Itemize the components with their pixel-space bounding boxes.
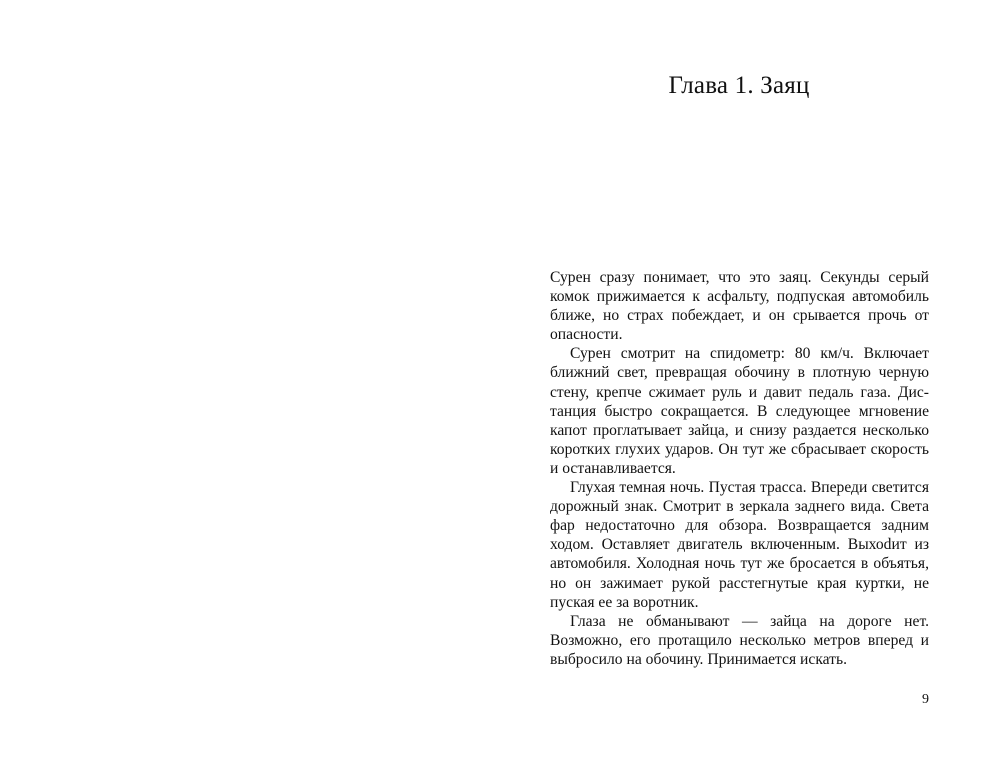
- page-number: 9: [922, 692, 929, 707]
- right-page: [500, 0, 1000, 769]
- paragraph-4: Глаза не обманывают — зайца на дороге нет. Возможно, его протащило несколько метров вперед и выбросило на обочину. Принимается искать.: [550, 612, 929, 668]
- chapter-title: Глава 1. Заяц: [668, 72, 810, 99]
- paragraph-2: Сурен смотрит на спидометр: 80 км/ч. Включает ближний свет, превращая обочину в плотную черную стену, крепче сжимает руль и давит педаль газа. Дистанция быстро сокращается. В следующее мгновение капот проглатывает зайца, и снизу раздается несколько коротких глухих ударов. Он тут же сбрасывает скорость и останавливается.: [550, 345, 929, 477]
- paragraph-1: Сурен сразу понимает, что это заяц. Секунды серый комок прижимается к асфальту, подпуская автомобиль ближе, но страх побеждает, и он срывается прочь от опасности.: [550, 269, 929, 344]
- chapter-body: [550, 268, 929, 669]
- paragraph-3: Глухая темная ночь. Пустая трасса. Впереди светится дорожный знак. Смотрит в зеркала заднего вида. Света фар недостаточно для обзора. Возвращается задним ходом. Оставляет двигатель включенным. Выхоdит из автомобиля. Холодная ночь тут же бросается в объятья, но он зажимает рукой расстегнутые края куртки, не пуская ее за воротник.: [550, 479, 929, 611]
